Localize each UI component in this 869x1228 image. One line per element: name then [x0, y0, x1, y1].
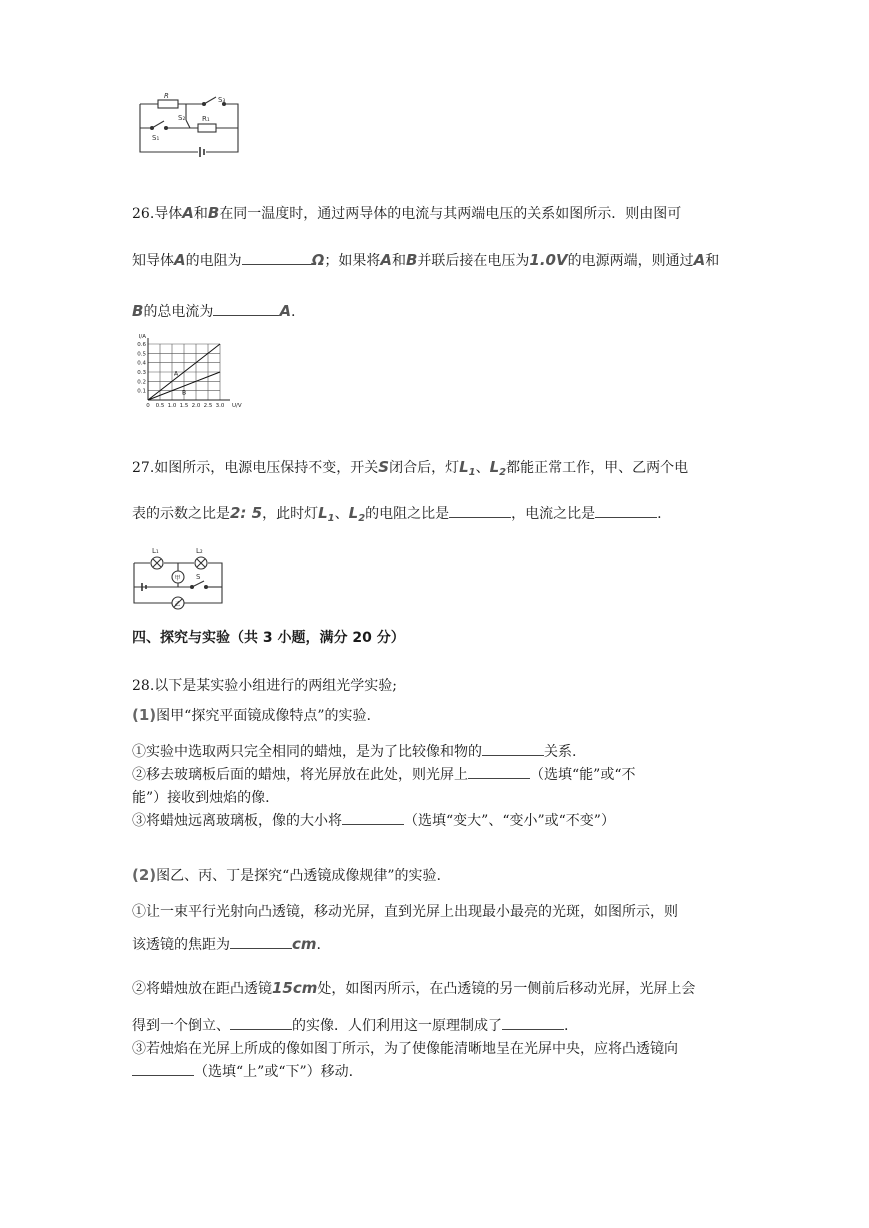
answer-blank[interactable] — [230, 936, 292, 949]
answer-blank[interactable] — [342, 812, 404, 825]
answer-blank[interactable] — [213, 303, 279, 316]
label-l1: L₁ — [152, 547, 159, 555]
q28-part1-item2-cont: 能”）接收到烛焰的像. — [132, 790, 270, 806]
q28-part1-item2: ②移去玻璃板后面的蜡烛，将光屏放在此处，则光屏上 （选填“能”或“不 — [132, 767, 636, 783]
label-s3: S₃ — [218, 96, 226, 104]
label-l2: L₂ — [196, 547, 203, 555]
label-r1: R₁ — [202, 115, 210, 123]
y-tick-label: 0.2 — [137, 379, 146, 386]
q28-intro: 28.以下是某实验小组进行的两组光学实验; — [132, 678, 397, 694]
resistor-r1 — [198, 124, 216, 132]
section-heading: 四、探究与实验（共 3 小题，满分 20 分） — [132, 630, 405, 646]
q26-line-2: 知导体A的电阻为 Ω；如果将A和B并联后接在电压为1.0V的电源两端，则通过A和 — [132, 251, 720, 269]
x-tick-label: 0.5 — [155, 403, 165, 409]
switch-s1 — [152, 121, 164, 128]
answer-blank[interactable] — [230, 1017, 292, 1030]
iu-chart — [128, 334, 243, 413]
label-r: R — [164, 92, 169, 100]
q27-line-2: 表的示数之比是2: 5，此时灯$L_1$、$L_2$的电阻之比是 ，电流之比是 . — [132, 504, 662, 524]
q26-line-1: 26.导体A和B在同一温度时，通过两导体的电流与其两端电压的关系如图所示．则由图可 — [132, 204, 682, 222]
y-tick-label: 0.6 — [137, 342, 146, 348]
series-label-a: A — [174, 370, 179, 378]
x-axis-label: U/V — [232, 403, 242, 409]
answer-blank[interactable] — [132, 1063, 194, 1076]
resistor-r — [158, 100, 178, 108]
label-s1: S₁ — [152, 134, 160, 142]
answer-blank[interactable] — [482, 743, 544, 756]
x-tick-label: 2.0 — [191, 403, 201, 409]
q28-part2-item2-cont: 得到一个倒立、 的实像．人们利用这一原理制成了 . — [132, 1018, 569, 1034]
x-tick-label: 1.0 — [167, 403, 177, 409]
label-s2: S₂ — [178, 114, 186, 122]
q28-part1-item1: ①实验中选取两只完全相同的蜡烛，是为了比较像和物的 关系. — [132, 744, 577, 760]
answer-blank[interactable] — [449, 505, 511, 518]
answer-blank[interactable] — [468, 766, 530, 779]
q27-line-1: 27.如图所示，电源电压保持不变，开关S闭合后，灯$L_1$、$L_2$都能正常工作，甲、乙两个电 — [132, 458, 689, 478]
y-tick-label: 0.5 — [137, 351, 146, 358]
q28-part2-item1-cont: 该透镜的焦距为 cm. — [132, 935, 321, 953]
q28-part1-title: (1)图甲“探究平面镜成像特点”的实验. — [132, 706, 371, 724]
y-tick-label: 0.3 — [137, 370, 146, 376]
q28-part2-item2: ②将蜡烛放在距凸透镜15cm处，如图丙所示，在凸透镜的另一侧前后移动光屏，光屏上会 — [132, 979, 696, 997]
label-s: S — [196, 573, 201, 581]
q28-part2-title: (2)图乙、丙、丁是探究“凸透镜成像规律”的实验. — [132, 866, 441, 884]
series-label-b: B — [182, 389, 187, 397]
circuit-diagram-1 — [132, 90, 247, 160]
x-tick-label: 3.0 — [215, 403, 225, 409]
x-tick-label: 0 — [146, 403, 150, 409]
answer-blank[interactable] — [502, 1017, 564, 1030]
circuit-diagram-2 — [128, 545, 228, 610]
label-yi: 乙 — [174, 601, 181, 608]
answer-blank[interactable] — [595, 505, 657, 518]
q28-part1-item3: ③将蜡烛远离玻璃板，像的大小将 （选填“变大”、“变小”或“不变”） — [132, 813, 615, 829]
y-tick-label: 0.4 — [137, 360, 146, 367]
y-axis-label: I/A — [138, 334, 146, 340]
q28-part2-item3: ③若烛焰在光屏上所成的像如图丁所示，为了使像能清晰地呈在光屏中央，应将凸透镜向 — [132, 1041, 678, 1057]
switch-s3 — [204, 97, 216, 104]
q28-part2-item1: ①让一束平行光射向凸透镜，移动光屏，直到光屏上出现最小最亮的光斑，如图所示，则 — [132, 904, 678, 920]
x-tick-label: 2.5 — [203, 403, 213, 409]
q28-part2-item3-cont: （选填“上”或“下”）移动. — [132, 1063, 353, 1081]
label-jia: 甲 — [174, 575, 181, 582]
y-tick-label: 0.1 — [137, 388, 146, 395]
x-tick-label: 1.5 — [179, 403, 189, 409]
q26-line-3: B的总电流为 A. — [132, 302, 296, 320]
answer-blank[interactable] — [242, 252, 312, 265]
